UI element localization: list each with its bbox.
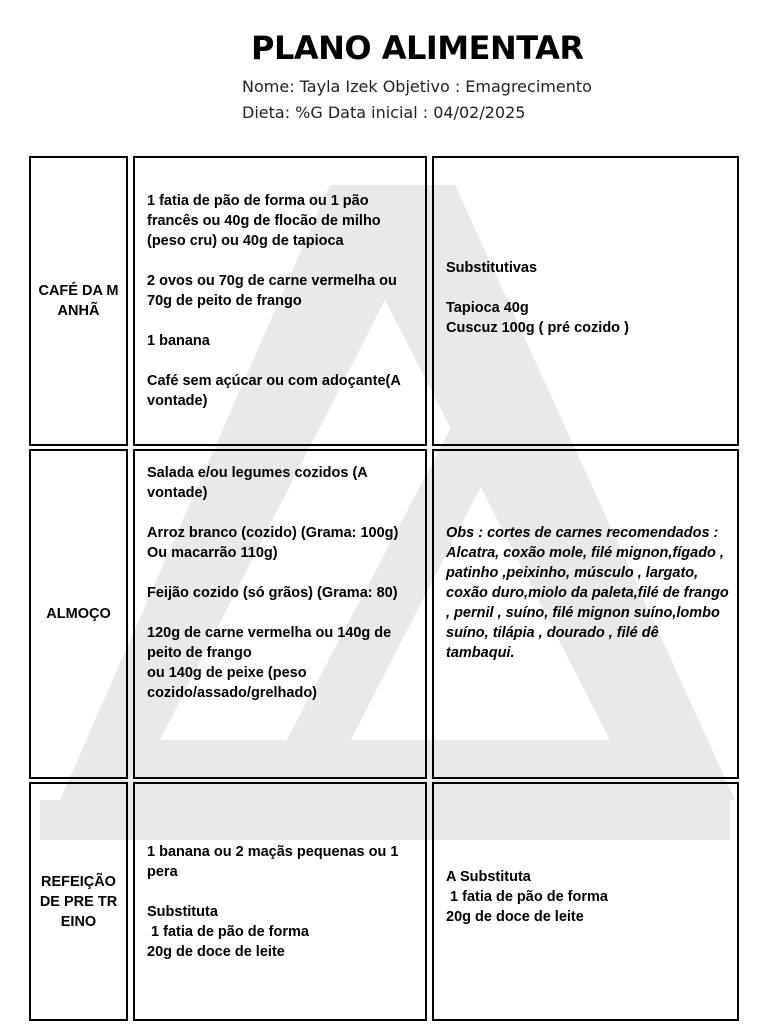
meal-label-pre-workout [29,782,128,1021]
substitutes-breakfast [432,156,739,446]
meal-items-pre-workout [133,782,427,1021]
substitute-title: Substituta [147,903,218,920]
meal-item: 1 banana ou 2 maçãs pequenas ou 1 pera [147,843,399,880]
meal-items-lunch [133,449,427,779]
meal-item: Feijão cozido (só grãos) (Grama: 80) [147,585,398,601]
alt-substitute-pre-workout [432,782,739,1021]
alt-item: 20g de doce de leite [446,908,584,925]
meal-label-text: ALMOÇO [46,606,111,622]
substitutes-title: Substitutivas [446,260,538,276]
meal-item: Salada e/ou legumes cozidos (A vontade) [147,465,368,501]
meal-label-lunch [29,449,128,779]
page-title: PLANO ALIMENTAR [251,29,584,67]
alt-item: 1 fatia de pão de forma [446,888,608,905]
alt-title: A Substituta [446,868,531,885]
obs-text: Alcatra, coxão mole, filé mignon,fígado , patinho ,peixinho, músculo , largato, coxão duro,miolo da paleta,filé de frango , pernil , suíno, filé mignon suíno,lombo suíno, tilápia , dourado , filé dê tambaqui. [446,545,729,661]
obs-title: Obs : cortes de carnes recomendados : [446,525,719,541]
substitute-item: 1 fatia de pão de forma [147,923,309,940]
meal-item: Café sem açúcar ou com adoçante(A vontade) [147,373,401,409]
meal-item: 1 fatia de pão de forma ou 1 pão francês ou 40g de flocão de milho (peso cru) ou 40g de tapioca [147,193,381,249]
meal-item: ou 140g de peixe (peso cozido/assado/grelhado) [147,665,317,701]
meal-items-breakfast [133,156,427,446]
meal-item: 120g de carne vermelha ou 140g de peito de frango [147,625,392,661]
meal-label-breakfast [29,156,128,446]
meat-cuts-note [432,449,739,779]
meal-item: 2 ovos ou 70g de carne vermelha ou 70g de peito de frango [147,273,397,309]
substitute-item: 20g de doce de leite [147,943,285,960]
meal-item: Arroz branco (cozido) (Grama: 100g) Ou macarrão 110g) [147,525,399,561]
substitute-item: Cuscuz 100g ( pré cozido ) [446,320,629,336]
meal-label-text: REFEIÇÃO DE PRE TREINO [39,873,118,930]
diet-info-line: Dieta: %G Data inicial : 04/02/2025 [242,103,526,122]
patient-info-line: Nome: Tayla Izek Objetivo : Emagrecimento [242,77,592,96]
substitute-item: Tapioca 40g [446,300,529,316]
meal-label-text: CAFÉ DA MANHÃ [38,283,119,319]
meal-item: 1 banana [147,333,210,349]
